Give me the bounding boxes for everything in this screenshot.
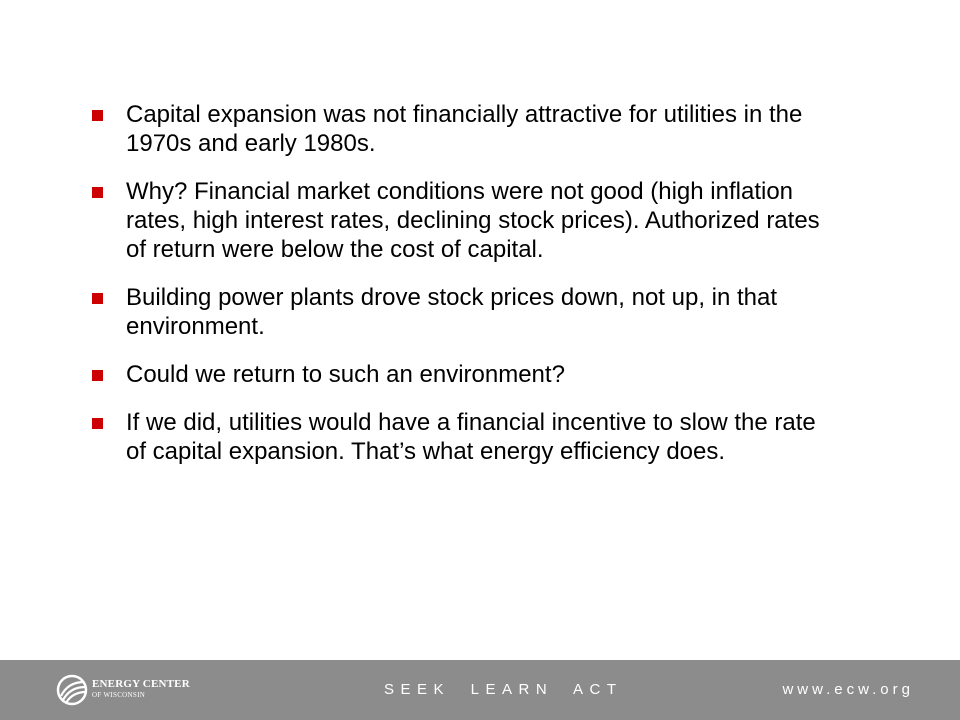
logo-name: ENERGY CENTER: [92, 678, 190, 690]
bullet-text: If we did, utilities would have a financial incentive to slow the rate of capital expansion. That’s what energy efficiency does.: [126, 409, 816, 465]
slide-content: [88, 100, 828, 485]
energy-center-swoosh-icon: [56, 674, 88, 706]
bullet-item: [88, 360, 828, 389]
square-bullet-icon: [92, 110, 103, 121]
bullet-text: Could we return to such an environment?: [126, 361, 565, 388]
bullet-text: Why? Financial market conditions were not good (high inflation rates, high interest rates, declining stock prices). Authorized rates of return were below the cost of capital.: [126, 178, 820, 263]
bullet-text: Building power plants drove stock prices down, not up, in that environment.: [126, 284, 778, 340]
square-bullet-icon: [92, 187, 103, 198]
footer-bar: [0, 660, 960, 720]
bullet-item: [88, 100, 828, 158]
logo-subname: OF WISCONSIN: [92, 691, 146, 699]
bullet-item: [88, 177, 828, 264]
square-bullet-icon: [92, 293, 103, 304]
square-bullet-icon: [92, 370, 103, 381]
energy-center-logo: [56, 672, 190, 708]
bullet-text: Capital expansion was not financially attractive for utilities in the 1970s and early 1980s.: [126, 101, 803, 157]
bullet-item: [88, 408, 828, 466]
website-url: www.ecw.org: [782, 681, 914, 698]
square-bullet-icon: [92, 418, 103, 429]
bullet-item: [88, 283, 828, 341]
tagline: SEEK LEARN ACT: [384, 681, 623, 698]
logo-wordmark: [92, 679, 190, 701]
